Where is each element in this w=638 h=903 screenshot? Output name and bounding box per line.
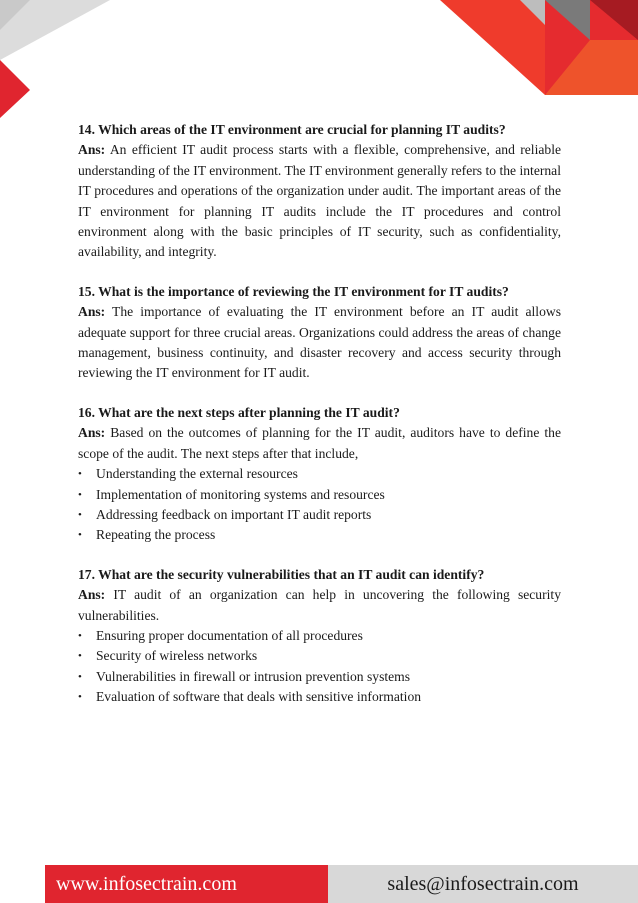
header-decoration — [0, 0, 638, 120]
answer-text: An efficient IT audit process starts with a flexible, comprehensive, and reliable understanding of the IT environment. The IT environment generally refers to the internal IT procedures and operations of the organization under audit. The important areas of the IT environment for planning IT audits include the IT procedures and control environment along with the basic principles of IT security, such as confidentiality, availability, and integrity. — [78, 142, 561, 260]
question-15: 15. What is the importance of reviewing the IT environment for IT audits? — [78, 283, 509, 299]
corner-shape-red — [545, 0, 638, 95]
answer-text: The importance of evaluating the IT environment before an IT audit allows adequate support for three crucial areas. Organizations could address the areas of change management, business continuity, and disaster recovery and access security through reviewing the IT environment for IT audit. — [78, 304, 561, 381]
website-link[interactable]: www.infosectrain.com — [45, 865, 328, 903]
ans-label: Ans: — [78, 304, 106, 320]
answer-text: Based on the outcomes of planning for the IT audit, auditors have to define the scope of the audit. The next steps after that include, — [78, 425, 561, 461]
list-item: • Repeating the process — [78, 525, 561, 545]
corner-triangle-light-grey — [0, 0, 110, 60]
corner-triangle-red — [0, 60, 30, 118]
corner-triangle-orange-low — [545, 40, 638, 95]
question-16: 16. What are the next steps after planning the IT audit? — [78, 404, 400, 420]
corner-triangle-dark-red — [590, 0, 638, 40]
corner-shape-orange — [440, 0, 545, 95]
bullet-list-16 — [78, 464, 561, 546]
corner-triangle-grey-left — [0, 0, 30, 30]
corner-triangle-grey-right — [545, 0, 590, 40]
question-17: 17. What are the security vulnerabilities that an IT audit can identify? — [78, 566, 485, 582]
bullet-list-17 — [78, 626, 561, 708]
list-item: • Ensuring proper documentation of all procedures — [78, 626, 561, 646]
list-item: • Implementation of monitoring systems and resources — [78, 485, 561, 505]
qa-section-16 — [78, 403, 561, 546]
corner-triangle-grey-top — [520, 0, 545, 25]
answer-15 — [78, 302, 561, 384]
list-item: • Evaluation of software that deals with sensitive information — [78, 687, 561, 707]
list-item: • Understanding the external resources — [78, 464, 561, 484]
qa-section-15 — [78, 282, 561, 384]
ans-label: Ans: — [78, 587, 106, 603]
ans-label: Ans: — [78, 142, 106, 158]
qa-section-14 — [78, 120, 561, 263]
answer-14 — [78, 140, 561, 262]
footer-bar — [45, 865, 638, 903]
list-item: • Vulnerabilities in firewall or intrusion prevention systems — [78, 667, 561, 687]
qa-section-17 — [78, 565, 561, 708]
list-item: • Addressing feedback on important IT audit reports — [78, 505, 561, 525]
ans-label: Ans: — [78, 425, 106, 441]
question-14: 14. Which areas of the IT environment are crucial for planning IT audits? — [78, 122, 506, 137]
qa-content — [78, 120, 561, 727]
answer-16 — [78, 423, 561, 464]
answer-17 — [78, 585, 561, 626]
answer-text: IT audit of an organization can help in uncovering the following security vulnerabilities. — [78, 587, 561, 623]
email-link[interactable]: sales@infosectrain.com — [328, 865, 638, 903]
list-item: • Security of wireless networks — [78, 646, 561, 666]
